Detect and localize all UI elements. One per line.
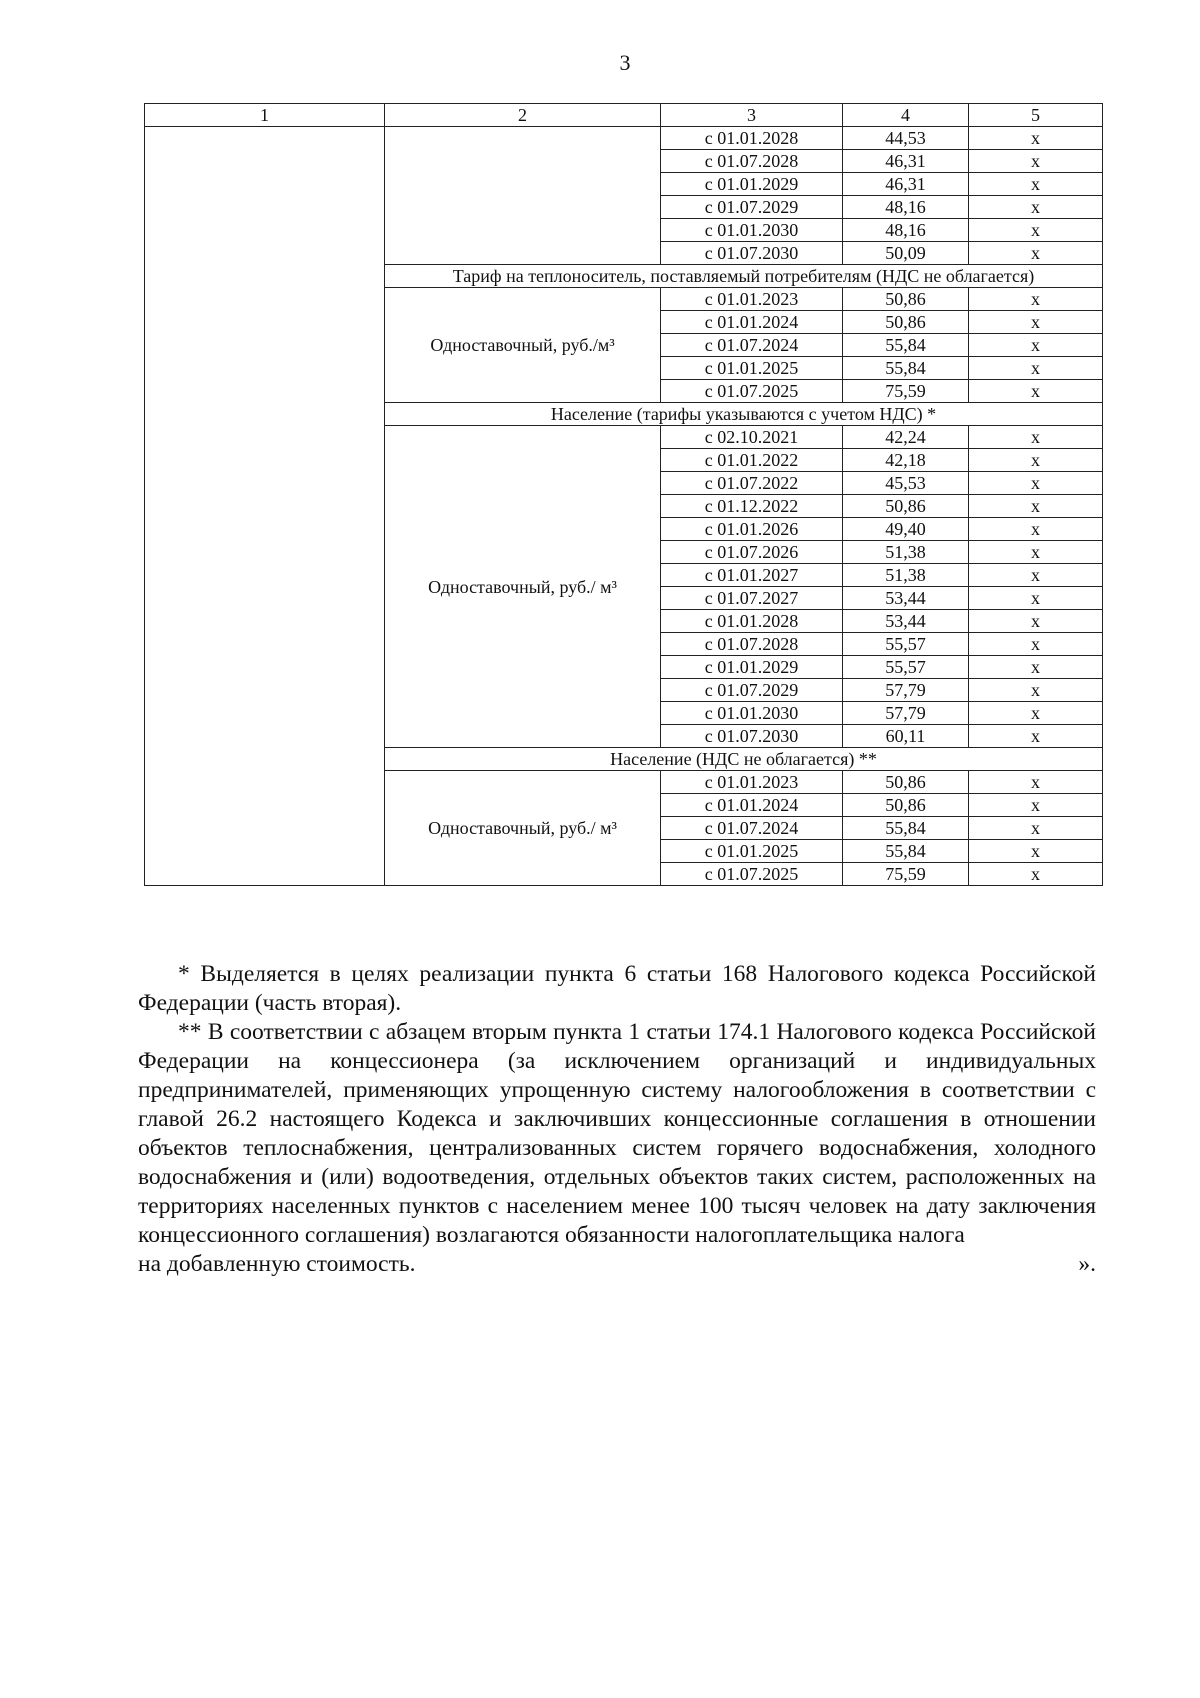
column5-cell: х	[969, 426, 1103, 449]
column5-cell: х	[969, 863, 1103, 886]
tariff-value-cell: 75,59	[843, 380, 969, 403]
tariff-value-cell: 55,57	[843, 656, 969, 679]
tariff-value-cell: 42,18	[843, 449, 969, 472]
column5-cell: х	[969, 817, 1103, 840]
date-cell: с 01.01.2025	[661, 840, 843, 863]
tariff-type-label: Одноставочный, руб./м³	[385, 288, 661, 403]
tariff-value-cell: 50,86	[843, 288, 969, 311]
date-cell: с 01.01.2029	[661, 656, 843, 679]
table-header-cell: 2	[385, 104, 661, 127]
date-cell: с 01.12.2022	[661, 495, 843, 518]
date-cell: с 01.01.2024	[661, 311, 843, 334]
date-cell: с 01.07.2026	[661, 541, 843, 564]
date-cell: с 02.10.2021	[661, 426, 843, 449]
column5-cell: х	[969, 173, 1103, 196]
column5-cell: х	[969, 311, 1103, 334]
date-cell: с 01.07.2029	[661, 196, 843, 219]
date-cell: с 01.07.2028	[661, 150, 843, 173]
date-cell: с 01.01.2025	[661, 357, 843, 380]
column5-cell: х	[969, 564, 1103, 587]
footnote-closing-line	[138, 1250, 1096, 1279]
date-cell: с 01.01.2030	[661, 702, 843, 725]
column5-cell: х	[969, 380, 1103, 403]
date-cell: с 01.01.2028	[661, 610, 843, 633]
column2-blank-cell	[385, 127, 661, 265]
date-cell: с 01.07.2025	[661, 863, 843, 886]
tariff-value-cell: 42,24	[843, 426, 969, 449]
column5-cell: х	[969, 541, 1103, 564]
tariff-value-cell: 50,86	[843, 794, 969, 817]
table-header-cell: 1	[145, 104, 385, 127]
column5-cell: х	[969, 196, 1103, 219]
column1-blank-cell	[145, 127, 385, 886]
tariff-value-cell: 55,84	[843, 334, 969, 357]
date-cell: с 01.01.2028	[661, 127, 843, 150]
tariff-value-cell: 75,59	[843, 863, 969, 886]
tariff-value-cell: 48,16	[843, 196, 969, 219]
column5-cell: х	[969, 771, 1103, 794]
tariff-value-cell: 46,31	[843, 173, 969, 196]
column5-cell: х	[969, 587, 1103, 610]
tariff-value-cell: 49,40	[843, 518, 969, 541]
date-cell: с 01.01.2022	[661, 449, 843, 472]
date-cell: с 01.01.2023	[661, 288, 843, 311]
column5-cell: х	[969, 472, 1103, 495]
tariff-value-cell: 48,16	[843, 219, 969, 242]
tariff-value-cell: 50,86	[843, 311, 969, 334]
table-header-cell: 5	[969, 104, 1103, 127]
date-cell: с 01.07.2028	[661, 633, 843, 656]
column5-cell: х	[969, 334, 1103, 357]
date-cell: с 01.07.2024	[661, 334, 843, 357]
date-cell: с 01.01.2030	[661, 219, 843, 242]
date-cell: с 01.07.2022	[661, 472, 843, 495]
tariff-value-cell: 50,09	[843, 242, 969, 265]
footnote-double-asterisk: ** В соответствии с абзацем вторым пункта 1 статьи 174.1 Налогового кодекса Российской Федерации на концессионера (за исключением организаций и индивидуальных предпринимателей, применяющих упрощенную систему налогообложения в соответствии с главой 26.2 настоящего Кодекса и заключивших концессионные соглашения в отношении объектов теплоснабжения, централизованных систем горячего водоснабжения, холодного водоснабжения и (или) водоотведения, отдельных объектов таких систем, расположенных на территориях населенных пунктов с населением менее 100 тысяч человек на дату заключения концессионного соглашения) возлагаются обязанности налогоплательщика налога	[138, 1019, 1096, 1248]
tariff-value-cell: 55,84	[843, 840, 969, 863]
tariff-value-cell: 51,38	[843, 541, 969, 564]
column5-cell: х	[969, 633, 1103, 656]
section-title: Население (тарифы указываются с учетом НДС) *	[385, 403, 1103, 426]
date-cell: с 01.01.2027	[661, 564, 843, 587]
tariff-value-cell: 57,79	[843, 702, 969, 725]
column5-cell: х	[969, 357, 1103, 380]
tariff-value-cell: 55,84	[843, 817, 969, 840]
footnotes	[138, 960, 1096, 1279]
table-header-cell: 4	[843, 104, 969, 127]
tariff-table-body	[145, 104, 1103, 886]
column5-cell: х	[969, 656, 1103, 679]
column5-cell: х	[969, 679, 1103, 702]
tariff-value-cell: 50,86	[843, 495, 969, 518]
section-title: Тариф на теплоноситель, поставляемый потребителям (НДС не облагается)	[385, 265, 1103, 288]
table-header-cell: 3	[661, 104, 843, 127]
table-header-row	[145, 104, 1103, 127]
tariff-value-cell: 57,79	[843, 679, 969, 702]
tariff-value-cell: 55,84	[843, 357, 969, 380]
tariff-type-label: Одноставочный, руб./ м³	[385, 426, 661, 748]
tariff-value-cell: 45,53	[843, 472, 969, 495]
column5-cell: х	[969, 288, 1103, 311]
column5-cell: х	[969, 794, 1103, 817]
column5-cell: х	[969, 150, 1103, 173]
column5-cell: х	[969, 725, 1103, 748]
date-cell: с 01.01.2023	[661, 771, 843, 794]
column5-cell: х	[969, 449, 1103, 472]
column5-cell: х	[969, 495, 1103, 518]
date-cell: с 01.07.2024	[661, 817, 843, 840]
page-number: 3	[619, 50, 631, 75]
column5-cell: х	[969, 840, 1103, 863]
footnote-single-asterisk: * Выделяется в целях реализации пункта 6 статьи 168 Налогового кодекса Российской Федерации (часть вторая).	[138, 961, 1096, 1016]
table-row	[145, 127, 1103, 150]
tariff-type-label: Одноставочный, руб./ м³	[385, 771, 661, 886]
tariff-value-cell: 55,57	[843, 633, 969, 656]
tariff-value-cell: 44,53	[843, 127, 969, 150]
tariff-value-cell: 46,31	[843, 150, 969, 173]
date-cell: с 01.07.2030	[661, 725, 843, 748]
date-cell: с 01.07.2030	[661, 242, 843, 265]
column5-cell: х	[969, 127, 1103, 150]
column5-cell: х	[969, 219, 1103, 242]
column5-cell: х	[969, 610, 1103, 633]
date-cell: с 01.07.2029	[661, 679, 843, 702]
date-cell: с 01.01.2026	[661, 518, 843, 541]
date-cell: с 01.01.2029	[661, 173, 843, 196]
column5-cell: х	[969, 702, 1103, 725]
tariff-table	[144, 103, 1103, 886]
closing-quote-mark: ».	[1078, 1251, 1096, 1277]
tariff-value-cell: 53,44	[843, 587, 969, 610]
tariff-value-cell: 50,86	[843, 771, 969, 794]
tariff-value-cell: 53,44	[843, 610, 969, 633]
section-title: Население (НДС не облагается) **	[385, 748, 1103, 771]
date-cell: с 01.01.2024	[661, 794, 843, 817]
tariff-value-cell: 51,38	[843, 564, 969, 587]
column5-cell: х	[969, 518, 1103, 541]
column5-cell: х	[969, 242, 1103, 265]
footnote-last-line: на добавленную стоимость.	[138, 1251, 416, 1277]
date-cell: с 01.07.2025	[661, 380, 843, 403]
date-cell: с 01.07.2027	[661, 587, 843, 610]
tariff-value-cell: 60,11	[843, 725, 969, 748]
